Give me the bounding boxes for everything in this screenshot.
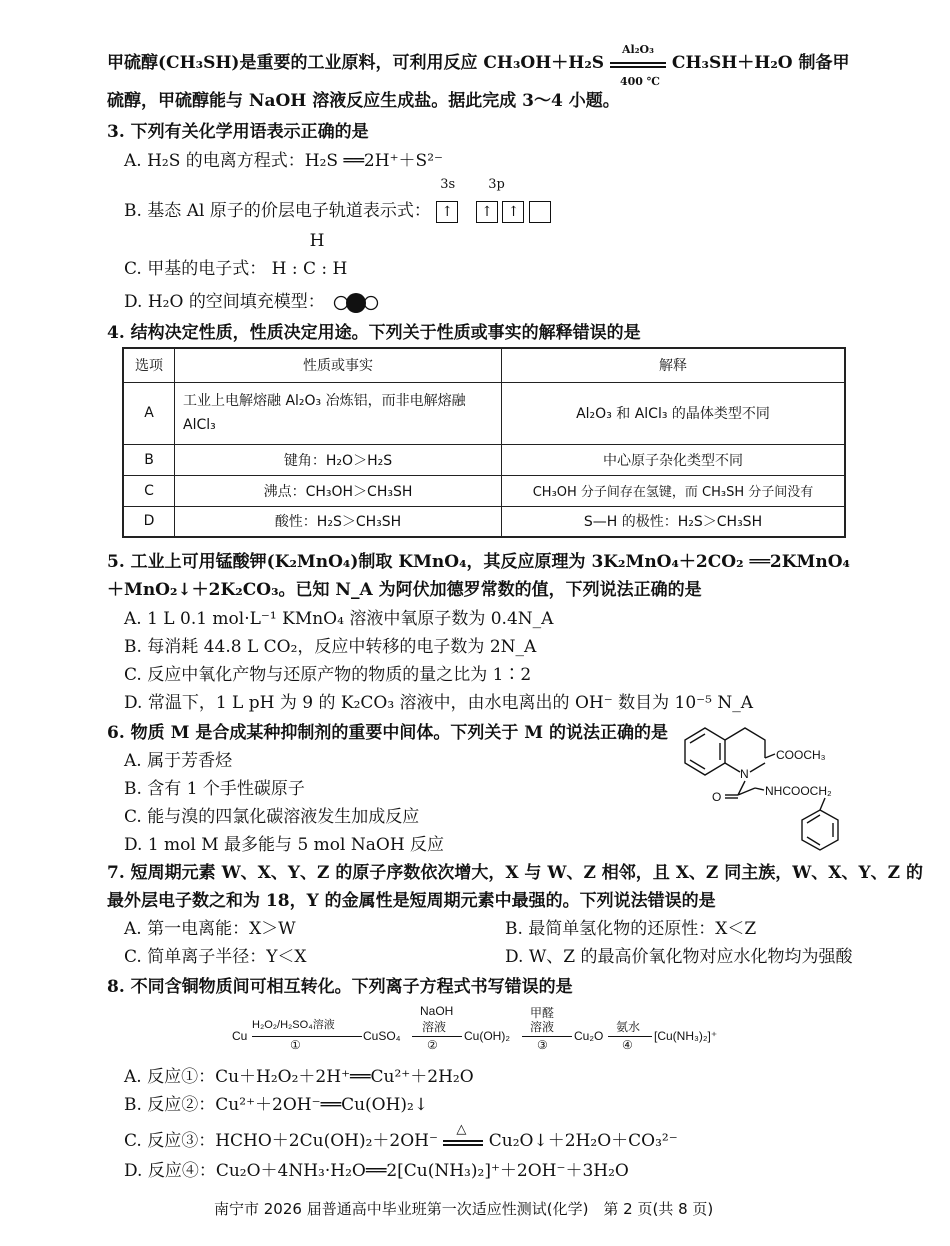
q8-option-d: D. 反应④：Cu₂O＋4NH₃·H₂O══2[Cu(NH₃)₂]⁺＋2OH⁻＋3H₂O: [124, 1161, 629, 1181]
methyl-electron-formula: [271, 231, 348, 280]
scheme-r3-reagent: 甲醛: [530, 1006, 555, 1020]
scheme-cuso4: CuSO₄: [363, 1029, 401, 1043]
scheme-r4-reagent: 氨水: [616, 1020, 641, 1034]
equals-top: [610, 62, 666, 64]
orbital-diagram: [436, 177, 550, 223]
methyl-formula: H : C : H: [271, 259, 348, 279]
table-cell-explanation: S—H 的极性：H₂S＞CH₃SH: [502, 506, 846, 537]
intro-text-b: CH₃SH＋H₂O 制备甲: [671, 53, 850, 73]
scheme-r1-number: ①: [290, 1038, 301, 1052]
table-cell-explanation: CH₃OH 分子间存在氢键，而 CH₃SH 分子间没有: [502, 475, 846, 506]
scheme-r2-reagent: NaOH: [420, 1004, 454, 1018]
copper-scheme: [232, 1004, 732, 1060]
scheme-r2-solution: 溶液: [422, 1020, 447, 1034]
table-cell-option: B: [123, 444, 175, 475]
carbamate-label: NHCOOCH₂: [765, 784, 832, 798]
table-cell-explanation: 中心原子杂化类型不同: [502, 444, 846, 475]
q5-option-a: A. 1 L 0.1 mol·L⁻¹ KMnO₄ 溶液中氧原子数为 0.4N_A: [124, 609, 554, 629]
q6-option-c: C. 能与溴的四氯化碳溶液发生加成反应: [124, 807, 420, 827]
q3-option-d-text: D. H₂O 的空间填充模型：: [124, 292, 325, 312]
scheme-arrow-2: [412, 1036, 462, 1037]
water-space-filling-model: [330, 292, 382, 314]
compound-m-structure: [680, 718, 860, 860]
scheme-complex: [Cu(NH₃)₂]⁺: [654, 1029, 718, 1043]
heat-condition: [443, 1121, 483, 1153]
scheme-arrow-3: [522, 1036, 572, 1037]
methyl-top-h: H: [309, 231, 325, 251]
q8-option-c-left: C. 反应③：HCHO＋2Cu(OH)₂＋2OH⁻: [124, 1131, 438, 1151]
scheme-r3-number: ③: [537, 1038, 548, 1052]
chain-bond: [755, 788, 764, 790]
benzyl-bond: [820, 798, 825, 810]
orbital-3p-label: 3p: [488, 177, 505, 193]
equals-top: [443, 1140, 483, 1142]
q3-stem: 3. 下列有关化学用语表示正确的是: [107, 122, 369, 142]
oxygen-label: O: [712, 790, 722, 804]
q7-option-c: C. 简单离子半径：Y＜X: [124, 947, 307, 967]
table-row: [123, 444, 845, 475]
orbital-3p-box-2: ↑: [502, 201, 524, 223]
q6-option-b: B. 含有 1 个手性碳原子: [124, 779, 305, 799]
scheme-cu2o: Cu₂O: [574, 1029, 604, 1043]
saturated-ring: [725, 728, 765, 758]
q8-option-c: [124, 1121, 678, 1153]
reaction-condition: [610, 42, 666, 88]
q5-option-d: D. 常温下，1 L pH 为 9 的 K₂CO₃ 溶液中，由水电离出的 OH⁻ 数目为 10⁻⁵ N_A: [124, 693, 753, 713]
q7-option-b: B. 最简单氢化物的还原性：X＜Z: [505, 919, 757, 939]
temperature-label: 400 ℃: [620, 74, 660, 88]
q4-table: [122, 347, 846, 538]
intro-line-2: 硫醇，甲硫醇能与 NaOH 溶液反应生成盐。据此完成 3～4 小题。: [107, 91, 620, 111]
orbital-3p-box-1: ↑: [476, 201, 498, 223]
scheme-arrow-4: [608, 1036, 652, 1037]
q8-option-b: B. 反应②：Cu²⁺＋2OH⁻══Cu(OH)₂↓: [124, 1095, 429, 1115]
equals-bottom: [443, 1144, 483, 1146]
ester-bond: [765, 754, 775, 758]
table-cell-option: C: [123, 475, 175, 506]
catalyst-label: Al₂O₃: [622, 42, 654, 56]
table-header-row: [123, 348, 845, 382]
q7-stem-line-2: 最外层电子数之和为 18，Y 的金属性是短周期元素中最强的。下列说法错误的是: [107, 891, 716, 911]
q5-option-c: C. 反应中氧化产物与还原产物的物质的量之比为 1∶2: [124, 665, 532, 685]
hydrogen-atom-right: [365, 296, 378, 309]
q3-option-b-text: B. 基态 Al 原子的价层电子轨道表示式：: [124, 201, 431, 221]
ring-n-bond: [725, 763, 740, 772]
table-row: [123, 475, 845, 506]
table-header-fact: 性质或事实: [175, 348, 502, 382]
q6-option-a: A. 属于芳香烃: [124, 751, 233, 771]
q5-option-b: B. 每消耗 44.8 L CO₂，反应中转移的电子数为 2N_A: [124, 637, 537, 657]
table-cell-option: A: [123, 382, 175, 444]
intro-text-a: 甲硫醇(CH₃SH)是重要的工业原料，可利用反应 CH₃OH＋H₂S: [107, 53, 605, 73]
q7-option-d: D. W、Z 的最高价氧化物对应水化物均为强酸: [505, 947, 853, 967]
q3-option-a: A. H₂S 的电离方程式：H₂S ══2H⁺＋S²⁻: [124, 151, 443, 171]
table-cell-fact: 键角：H₂O＞H₂S: [175, 444, 502, 475]
page-footer: 南宁市 2026 届普通高中毕业班第一次适应性测试(化学) 第 2 页(共 8 页): [214, 1200, 714, 1218]
orbital-3s-box: ↑: [436, 201, 458, 223]
hydrogen-atom-left: [335, 296, 348, 309]
q3-option-c: [124, 231, 348, 280]
q8-option-a: A. 反应①：Cu＋H₂O₂＋2H⁺══Cu²⁺＋2H₂O: [124, 1067, 474, 1087]
oxygen-atom: [346, 293, 366, 313]
q5-stem-line-1: 5. 工业上可用锰酸钾(K₂MnO₄)制取 KMnO₄，其反应原理为 3K₂MnO₄＋2CO₂ ══2KMnO₄: [107, 552, 850, 572]
equals-bottom: [610, 66, 666, 68]
scheme-r1-reagent: H₂O₂/H₂SO₄溶液: [252, 1019, 335, 1031]
ester-group-label: COOCH₃: [776, 748, 826, 762]
scheme-r2-number: ②: [427, 1038, 438, 1052]
table-row: [123, 382, 845, 444]
q7-option-a: A. 第一电离能：X＞W: [124, 919, 296, 939]
table-cell-fact: 工业上电解熔融 Al₂O₃ 冶炼铝，而非电解熔融 AlCl₃: [175, 382, 502, 444]
q8-stem: 8. 不同含铜物质间可相互转化。下列离子方程式书写错误的是: [107, 977, 573, 997]
q3-option-d: [124, 291, 382, 314]
scheme-r4-number: ④: [622, 1038, 633, 1052]
q6-stem: 6. 物质 M 是合成某种抑制剂的重要中间体。下列关于 M 的说法正确的是: [107, 723, 668, 743]
heat-symbol: △: [456, 1121, 467, 1137]
orbital-3s-label: 3s: [440, 177, 456, 193]
table-cell-option: D: [123, 506, 175, 537]
q5-stem-line-2: ＋MnO₂↓＋2K₂CO₃。已知 N_A 为阿伏加德罗常数的值，下列说法正确的是: [107, 580, 702, 600]
table-header-option: 选项: [123, 348, 175, 382]
scheme-cu: Cu: [232, 1029, 248, 1043]
ring-n-bond: [750, 763, 765, 772]
nitrogen-label: N: [740, 767, 749, 781]
table-cell-fact: 酸性：H₂S＞CH₃SH: [175, 506, 502, 537]
q8-option-c-right: Cu₂O↓＋2H₂O＋CO₃²⁻: [488, 1131, 678, 1151]
q6-option-d: D. 1 mol M 最多能与 5 mol NaOH 反应: [124, 835, 445, 855]
table-header-explanation: 解释: [502, 348, 846, 382]
benzene-ring: [685, 728, 725, 775]
q3-option-c-text: C. 甲基的电子式：: [124, 259, 267, 279]
scheme-arrow-1: [252, 1036, 362, 1037]
intro-line-1: [107, 42, 850, 88]
q4-stem: 4. 结构决定性质，性质决定用途。下列关于性质或事实的解释错误的是: [107, 323, 641, 343]
scheme-r3-solution: 溶液: [530, 1020, 555, 1034]
orbital-3p-box-3: [529, 201, 551, 223]
table-cell-explanation: Al₂O₃ 和 AlCl₃ 的晶体类型不同: [502, 382, 846, 444]
table-cell-fact: 沸点：CH₃OH＞CH₃SH: [175, 475, 502, 506]
scheme-cuoh2: Cu(OH)₂: [464, 1029, 510, 1043]
table-row: [123, 506, 845, 537]
q7-stem-line-1: 7. 短周期元素 W、X、Y、Z 的原子序数依次增大，X 与 W、Z 相邻，且 X、Z 同主族，W、X、Y、Z 的: [107, 863, 923, 883]
q3-option-b: [124, 177, 550, 223]
